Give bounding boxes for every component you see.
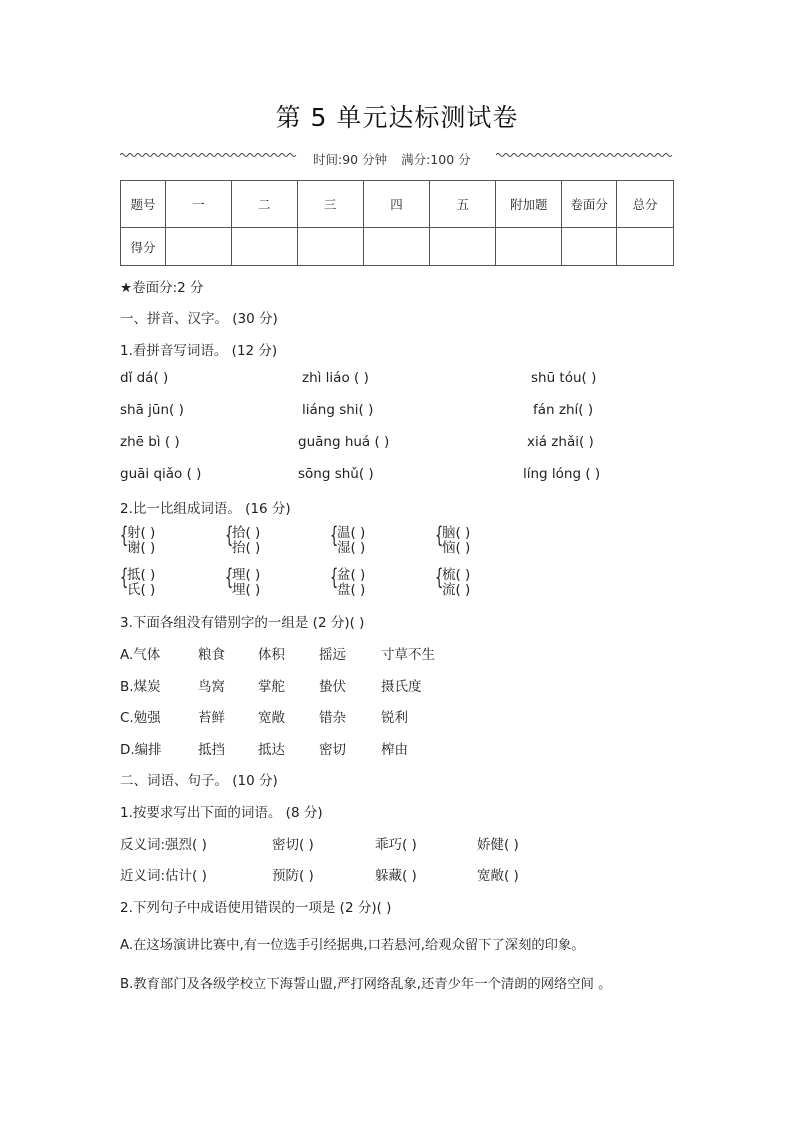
score-cell[interactable] xyxy=(363,228,430,266)
brace-icon: { xyxy=(225,566,234,592)
section2-title: 二、词语、句子。 (10 分) xyxy=(120,773,278,789)
compare-item: 射( ) xyxy=(127,525,156,541)
synonym-item: 近义词:估计( ) xyxy=(120,868,207,884)
compare-group xyxy=(120,568,155,598)
pinyin-item: liáng shi( ) xyxy=(302,402,374,418)
score-table xyxy=(120,180,674,266)
q2-title: 2.比一比组成词语。 (16 分) xyxy=(120,501,291,517)
table-header-cell: 二 xyxy=(231,181,297,228)
pinyin-item: guāng huá ( ) xyxy=(298,434,390,450)
compare-item: 理( ) xyxy=(232,567,261,583)
brace-icon: { xyxy=(435,524,444,550)
exam-info xyxy=(313,150,485,168)
option-word: 榨由 xyxy=(381,742,408,758)
score-cell[interactable] xyxy=(297,228,363,266)
option-word: 抵达 xyxy=(258,742,285,758)
score-cell[interactable] xyxy=(562,228,617,266)
section2-q2-title: 2.下列句子中成语使用错误的一项是 (2 分)( ) xyxy=(120,900,392,916)
table-header-cell: 附加题 xyxy=(496,181,562,228)
full-score: 满分:100 分 xyxy=(401,152,471,167)
compare-item: 脑( ) xyxy=(442,525,471,541)
compare-item: 抬( ) xyxy=(232,540,261,556)
idiom-option-a: A.在这场演讲比赛中,有一位选手引经据典,口若悬河,给观众留下了深刻的印象。 xyxy=(120,938,585,953)
table-header-cell: 总分 xyxy=(617,181,674,228)
option-word: 粮食 xyxy=(198,647,225,663)
compare-item: 湿( ) xyxy=(337,540,366,556)
option-word: 错杂 xyxy=(319,710,346,726)
option-c-word: C.勉强 xyxy=(120,710,161,726)
pinyin-item: guāi qiǎo ( ) xyxy=(120,466,202,482)
page-title: 第 5 单元达标测试卷 xyxy=(275,103,519,132)
idiom-option-b: B.教育部门及各级学校立下海誓山盟,严打网络乱象,还青少年一个清朗的网络空间 。 xyxy=(120,977,612,992)
option-word: 密切 xyxy=(319,742,346,758)
pinyin-item: zhē bì ( ) xyxy=(120,434,180,450)
compare-group xyxy=(225,568,260,598)
score-cell[interactable] xyxy=(430,228,496,266)
section2-q1-title: 1.按要求写出下面的词语。 (8 分) xyxy=(120,805,323,821)
synonym-item: 预防( ) xyxy=(272,868,314,884)
decorative-wavy-line-left xyxy=(120,152,298,158)
time-limit: 时间:90 分钟 xyxy=(313,152,388,167)
compare-item: 谢( ) xyxy=(127,540,156,556)
compare-item: 盆( ) xyxy=(337,567,366,583)
decorative-wavy-line-right xyxy=(496,152,674,158)
option-word: 宽敞 xyxy=(258,710,285,726)
section1-title: 一、拼音、汉字。 (30 分) xyxy=(120,311,278,327)
option-a-word: A.气体 xyxy=(120,647,161,663)
brace-icon: { xyxy=(330,566,339,592)
compare-group xyxy=(435,568,470,598)
pinyin-item: líng lóng ( ) xyxy=(523,466,601,482)
compare-group xyxy=(120,526,155,556)
table-row-label: 得分 xyxy=(121,228,166,266)
table-header-cell: 一 xyxy=(165,181,231,228)
compare-item: 拾( ) xyxy=(232,525,261,541)
score-cell[interactable] xyxy=(496,228,562,266)
table-header-cell: 五 xyxy=(430,181,496,228)
option-word: 摇远 xyxy=(319,647,346,663)
compare-item: 盘( ) xyxy=(337,582,366,598)
option-b-word: B.煤炭 xyxy=(120,679,161,695)
antonym-item: 娇健( ) xyxy=(477,837,519,853)
pinyin-item: sōng shǔ( ) xyxy=(298,466,374,482)
option-word: 摄氏度 xyxy=(381,679,422,695)
option-word: 寸草不生 xyxy=(381,647,435,663)
synonym-item: 宽敞( ) xyxy=(477,868,519,884)
compare-item: 氏( ) xyxy=(127,582,156,598)
brace-icon: { xyxy=(120,524,129,550)
q1-title: 1.看拼音写词语。 (12 分) xyxy=(120,343,278,359)
option-word: 体积 xyxy=(258,647,285,663)
compare-group xyxy=(330,526,365,556)
option-word: 锐利 xyxy=(381,710,408,726)
pinyin-item: dǐ dá( ) xyxy=(120,370,169,386)
antonym-item: 密切( ) xyxy=(272,837,314,853)
brace-icon: { xyxy=(225,524,234,550)
score-cell[interactable] xyxy=(617,228,674,266)
pinyin-item: shū tóu( ) xyxy=(531,370,597,386)
compare-item: 埋( ) xyxy=(232,582,261,598)
option-word: 抵挡 xyxy=(198,742,225,758)
option-word: 苔鲜 xyxy=(198,710,225,726)
compare-group xyxy=(225,526,260,556)
antonym-item: 反义词:强烈( ) xyxy=(120,837,207,853)
pinyin-item: zhì liáo ( ) xyxy=(302,370,369,386)
compare-group xyxy=(435,526,470,556)
option-d-word: D.编排 xyxy=(120,742,162,758)
compare-item: 梳( ) xyxy=(442,567,471,583)
compare-item: 温( ) xyxy=(337,525,366,541)
pinyin-item: shā jūn( ) xyxy=(120,402,184,418)
table-header-row xyxy=(121,181,674,228)
compare-item: 恼( ) xyxy=(442,540,471,556)
synonym-item: 躲藏( ) xyxy=(375,868,417,884)
brace-icon: { xyxy=(120,566,129,592)
table-header-cell: 四 xyxy=(363,181,430,228)
brace-icon: { xyxy=(330,524,339,550)
antonym-item: 乖巧( ) xyxy=(375,837,417,853)
neatness-note: ★卷面分:2 分 xyxy=(120,280,204,296)
option-word: 掌舵 xyxy=(258,679,285,695)
q3-title: 3.下面各组没有错别字的一组是 (2 分)( ) xyxy=(120,615,365,631)
brace-icon: { xyxy=(435,566,444,592)
table-header-cell: 题号 xyxy=(121,181,166,228)
compare-item: 抵( ) xyxy=(127,567,156,583)
table-header-cell: 卷面分 xyxy=(562,181,617,228)
score-cell[interactable] xyxy=(165,228,231,266)
pinyin-item: fán zhí( ) xyxy=(533,402,594,418)
option-word: 蛰伏 xyxy=(319,679,346,695)
option-word: 鸟窝 xyxy=(198,679,225,695)
compare-group xyxy=(330,568,365,598)
compare-item: 流( ) xyxy=(442,582,471,598)
table-header-cell: 三 xyxy=(297,181,363,228)
table-score-row xyxy=(121,228,674,266)
pinyin-item: xiá zhǎi( ) xyxy=(527,434,594,450)
score-cell[interactable] xyxy=(231,228,297,266)
